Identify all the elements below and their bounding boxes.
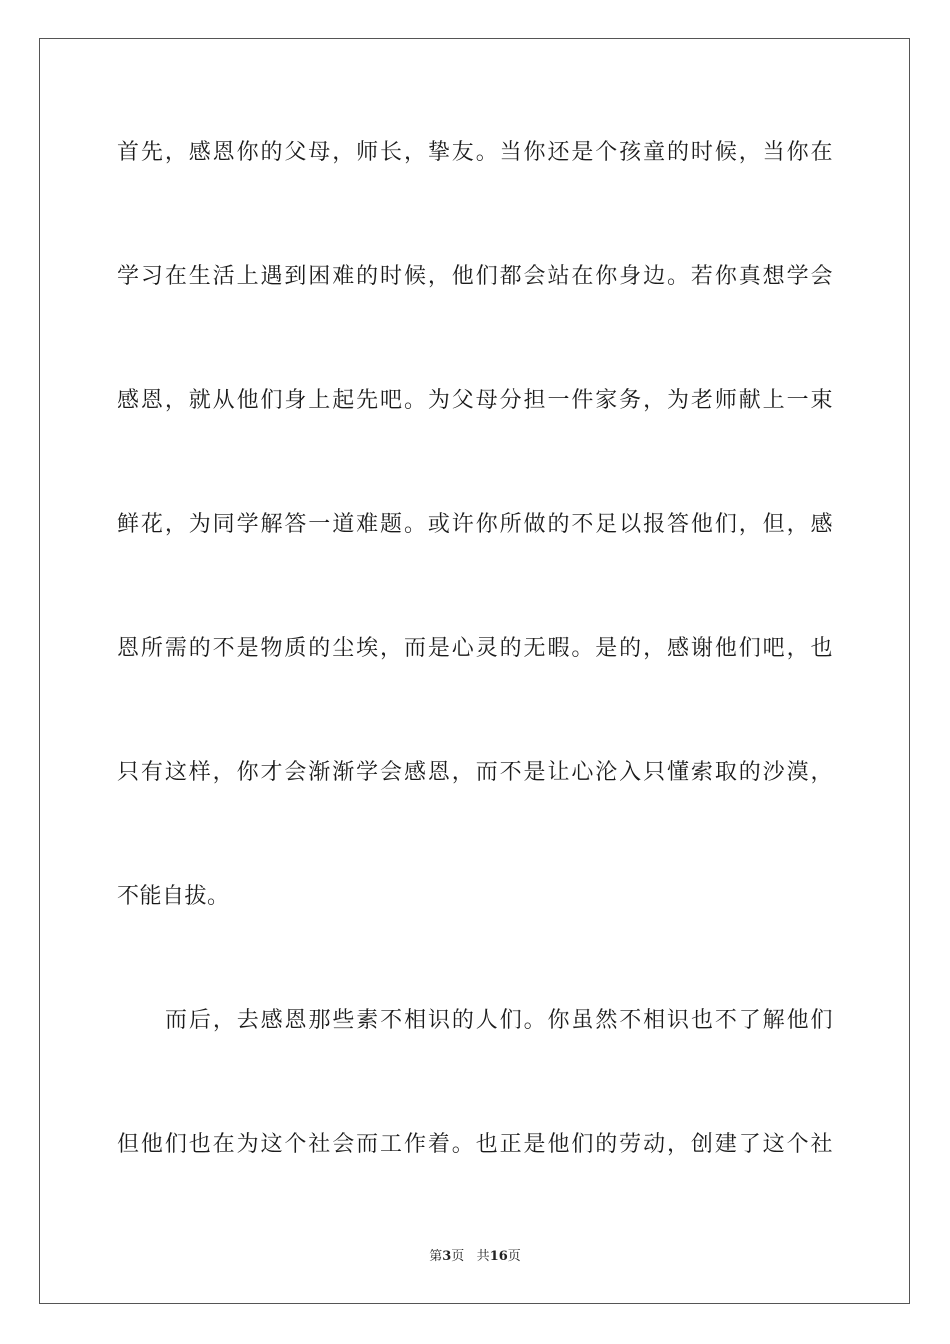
page-suffix: 页: [451, 1249, 465, 1264]
text-line: 恩所需的不是物质的尘埃，而是心灵的无暇。是的，感谢他们吧，也: [117, 636, 833, 661]
page-footer: [0, 1248, 950, 1266]
page-number: 3: [442, 1249, 452, 1264]
text-line: 但他们也在为这个社会而工作着。也正是他们的劳动，创建了这个社: [117, 1132, 833, 1157]
text-line: 鲜花，为同学解答一道难题。或许你所做的不足以报答他们，但，感: [117, 512, 833, 537]
text-line: 学习在生活上遇到困难的时候，他们都会站在你身边。若你真想学会: [117, 264, 833, 289]
total-prefix: 共: [476, 1249, 490, 1264]
text-line: 感恩，就从他们身上起先吧。为父母分担一件家务，为老师献上一束: [117, 388, 833, 413]
text-line: 不能自拔。: [117, 884, 230, 909]
page-prefix: 第: [429, 1249, 443, 1264]
total-pages: 16: [489, 1249, 508, 1264]
total-suffix: 页: [507, 1249, 521, 1264]
text-line: 只有这样，你才会渐渐学会感恩，而不是让心沦入只懂索取的沙漠，: [117, 760, 833, 785]
text-line: 而后，去感恩那些素不相识的人们。你虽然不相识也不了解他们: [165, 1008, 833, 1033]
page-frame: [39, 38, 910, 1304]
text-line: 首先，感恩你的父母，师长，挚友。当你还是个孩童的时候，当你在: [117, 140, 833, 165]
